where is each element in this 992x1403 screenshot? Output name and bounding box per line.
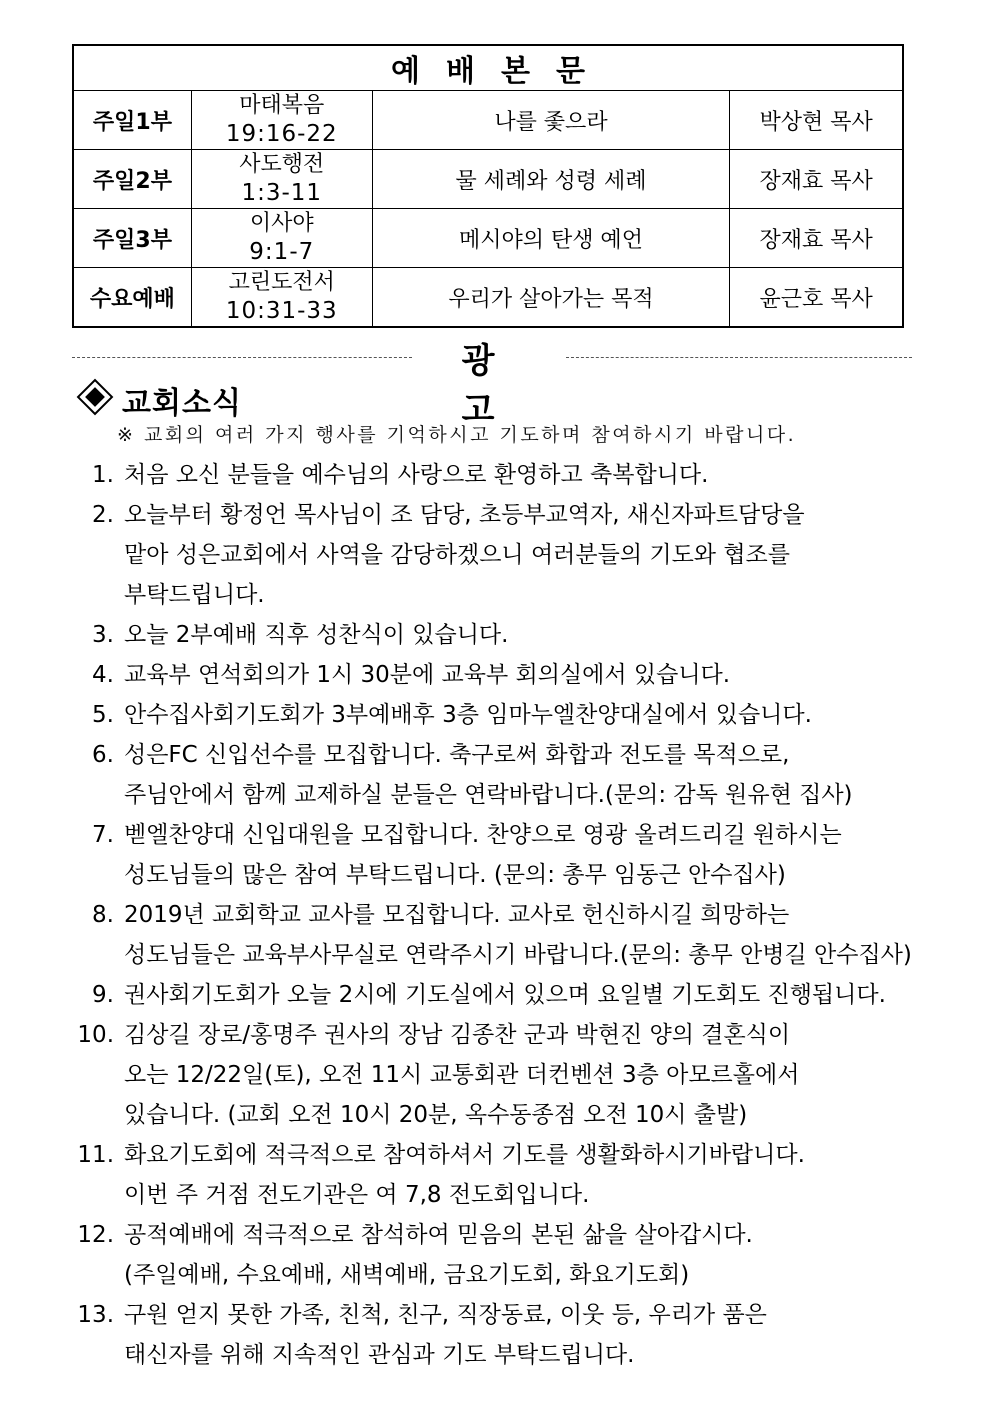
preacher: 장재효 목사	[730, 209, 903, 268]
item-number: 13.	[77, 1302, 114, 1328]
list-item	[0, 615, 992, 655]
list-item	[0, 495, 992, 615]
section-title: 교회소식	[122, 386, 242, 421]
worship-table	[72, 44, 904, 328]
preacher: 윤근호 목사	[730, 268, 903, 328]
item-number: 1.	[92, 462, 114, 488]
item-text-line: 주님안에서 함께 교제하실 분들은 연락바랍니다.(문의: 감독 원유현 집사)	[124, 782, 853, 808]
item-text-line: 오늘 2부예배 직후 성찬식이 있습니다.	[124, 622, 509, 648]
item-number: 3.	[92, 622, 114, 648]
item-text-line: 화요기도회에 적극적으로 참여하셔서 기도를 생활화하시기바랍니다.	[124, 1142, 805, 1168]
scripture-book: 사도행전	[239, 152, 325, 177]
scripture	[191, 209, 372, 268]
list-item	[0, 975, 992, 1015]
item-number: 9.	[92, 982, 114, 1008]
service-name: 주일2부	[73, 150, 191, 209]
scripture-ref: 9:1-7	[249, 239, 315, 265]
table-row	[73, 150, 903, 209]
item-text-line: 공적예배에 적극적으로 참석하여 믿음의 본된 삶을 살아갑시다.	[124, 1222, 753, 1248]
dashed-divider	[566, 357, 912, 358]
item-number: 7.	[92, 822, 114, 848]
service-name: 수요예배	[73, 268, 191, 328]
item-number: 8.	[92, 902, 114, 928]
item-text-line: 오늘부터 황정언 목사님이 조 담당, 초등부교역자, 새신자파트담당을	[124, 502, 805, 528]
scripture-book: 고린도전서	[228, 270, 335, 295]
item-number: 2.	[92, 502, 114, 528]
diamond-bullet-icon	[77, 379, 114, 416]
list-item	[0, 1215, 992, 1295]
list-item	[0, 815, 992, 895]
item-number: 12.	[77, 1222, 114, 1248]
item-text-line: 있습니다. (교회 오전 10시 20분, 옥수동종점 오전 10시 출발)	[124, 1102, 748, 1128]
table-row	[73, 268, 903, 328]
item-text-line: 교육부 연석회의가 1시 30분에 교육부 회의실에서 있습니다.	[124, 662, 731, 688]
item-text-line: 처음 오신 분들을 예수님의 사랑으로 환영하고 축복합니다.	[124, 462, 709, 488]
service-name: 주일3부	[73, 209, 191, 268]
section-heading	[76, 378, 242, 422]
list-item	[0, 1295, 992, 1375]
item-text-line: 성도님들의 많은 참여 부탁드립니다. (문의: 총무 임동근 안수집사)	[124, 862, 786, 888]
list-item	[0, 895, 992, 975]
item-text-line: (주일예배, 수요예배, 새벽예배, 금요기도회, 화요기도회)	[124, 1262, 690, 1288]
list-item	[0, 1135, 992, 1215]
scripture-book: 마태복음	[239, 93, 325, 118]
item-text-line: 맡아 성은교회에서 사역을 감당하겠으니 여러분들의 기도와 협조를	[124, 542, 790, 568]
item-text-line: 2019년 교회학교 교사를 모집합니다. 교사로 헌신하시길 희망하는	[124, 902, 790, 928]
item-number: 6.	[92, 742, 114, 768]
sermon-title: 메시야의 탄생 예언	[372, 209, 730, 268]
item-text-line: 성은FC 신입선수를 모집합니다. 축구로써 화합과 전도를 목적으로,	[124, 742, 790, 768]
item-text-line: 구원 얻지 못한 가족, 친척, 친구, 직장동료, 이웃 등, 우리가 품은	[124, 1302, 767, 1328]
scripture-book: 이사야	[249, 211, 314, 236]
item-text-line: 부탁드립니다.	[124, 582, 265, 608]
scripture	[191, 268, 372, 328]
item-text-line: 이번 주 거점 전도기관은 여 7,8 전도회입니다.	[124, 1182, 590, 1208]
item-text-line: 권사회기도회가 오늘 2시에 기도실에서 있으며 요일별 기도회도 진행됩니다.	[124, 982, 886, 1008]
scripture-ref: 10:31-33	[225, 298, 338, 324]
announcement-list	[0, 455, 992, 1375]
list-item	[0, 655, 992, 695]
item-text-line: 오는 12/22일(토), 오전 11시 교통회관 더컨벤션 3층 아모르홀에서	[124, 1062, 800, 1088]
item-text-line: 김상길 장로/홍명주 권사의 장남 김종찬 군과 박현진 양의 결혼식이	[124, 1022, 791, 1048]
item-number: 11.	[77, 1142, 114, 1168]
table-row	[73, 209, 903, 268]
list-item	[0, 455, 992, 495]
item-text-line: 벧엘찬양대 신입대원을 모집합니다. 찬양으로 영광 올려드리길 원하시는	[124, 822, 842, 848]
item-text-line: 태신자를 위해 지속적인 관심과 기도 부탁드립니다.	[124, 1342, 635, 1368]
sermon-title: 물 세례와 성령 세례	[372, 150, 730, 209]
list-item	[0, 695, 992, 735]
service-name: 주일1부	[73, 91, 191, 150]
list-item	[0, 1015, 992, 1135]
preacher: 장재효 목사	[730, 150, 903, 209]
section-note: ※ 교회의 여러 가지 행사를 기억하시고 기도하며 참여하시기 바랍니다.	[117, 424, 797, 446]
preacher: 박상현 목사	[730, 91, 903, 150]
item-number: 4.	[92, 662, 114, 688]
scripture-ref: 1:3-11	[241, 180, 323, 206]
dashed-divider	[72, 357, 412, 358]
item-number: 5.	[92, 702, 114, 728]
scripture	[191, 150, 372, 209]
list-item	[0, 735, 992, 815]
sermon-title: 나를 좇으라	[372, 91, 730, 150]
item-number: 10.	[77, 1022, 114, 1048]
item-text-line: 안수집사회기도회가 3부예배후 3층 임마누엘찬양대실에서 있습니다.	[124, 702, 812, 728]
worship-title: 예배본문	[73, 45, 903, 91]
item-text-line: 성도님들은 교육부사무실로 연락주시기 바랍니다.(문의: 총무 안병길 안수집사)	[124, 942, 912, 968]
announcements-title: 광고	[461, 341, 539, 430]
scripture-ref: 19:16-22	[225, 121, 338, 147]
sermon-title: 우리가 살아가는 목적	[372, 268, 730, 328]
scripture	[191, 91, 372, 150]
table-row	[73, 91, 903, 150]
